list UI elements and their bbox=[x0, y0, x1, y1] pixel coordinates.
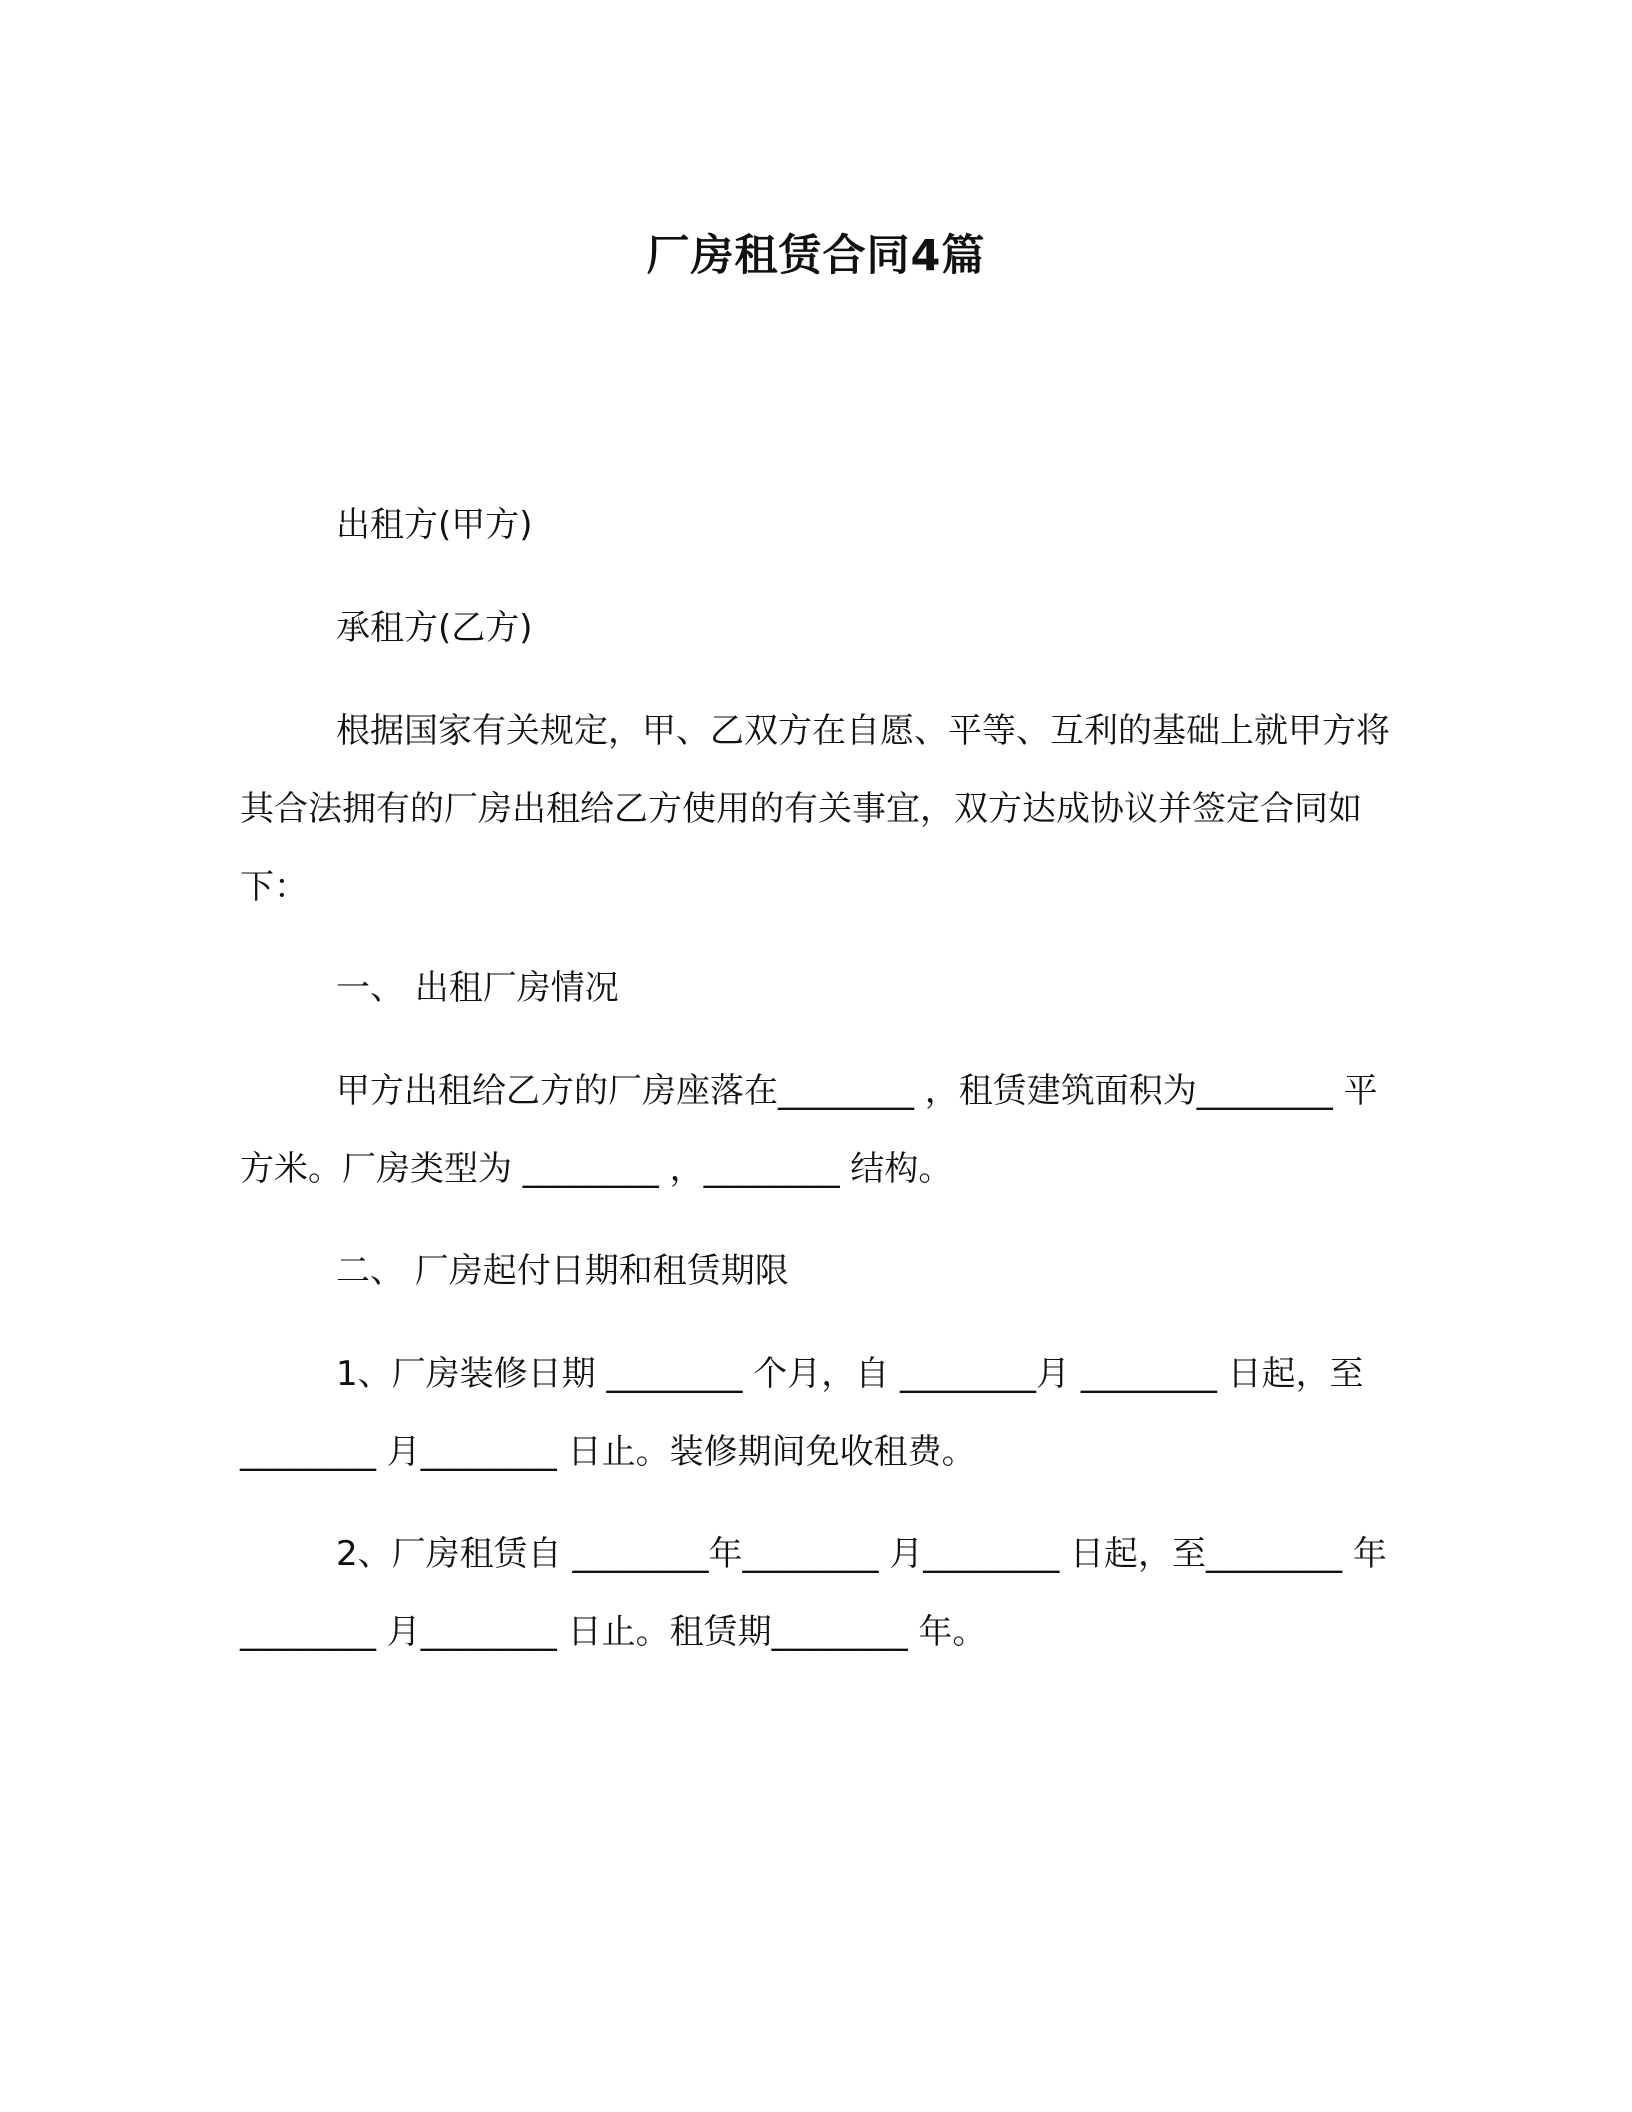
document-title: 厂房租赁合同4篇 bbox=[646, 231, 986, 281]
paragraph-lessor: 出租方(甲方) bbox=[336, 505, 533, 545]
section-heading-2: 二、 厂房起付日期和租赁期限 bbox=[336, 1251, 789, 1291]
paragraph-renovation-period: 1、厂房装修日期 ________ 个月，自 ________月 ________ 日起，至 ________ 月________ 日止。装修期间免收租费。 bbox=[240, 1354, 1364, 1472]
paragraph-lessee: 承租方(乙方) bbox=[336, 608, 533, 648]
paragraph-lease-term: 2、厂房租赁自 ________年________ 月________ 日起，至________ 年________ 月________ 日止。租赁期________ 年。 bbox=[240, 1534, 1387, 1652]
paragraph-factory-details: 甲方出租给乙方的厂房座落在________ ，租赁建筑面积为________ 平方米。厂房类型为 ________ ，________ 结构。 bbox=[240, 1071, 1378, 1189]
paragraph-preamble: 根据国家有关规定，甲、乙双方在自愿、平等、互利的基础上就甲方将其合法拥有的厂房出租给乙方使用的有关事宜，双方达成协议并签定合同如下： bbox=[240, 711, 1390, 907]
section-heading-1: 一、 出租厂房情况 bbox=[336, 968, 619, 1008]
